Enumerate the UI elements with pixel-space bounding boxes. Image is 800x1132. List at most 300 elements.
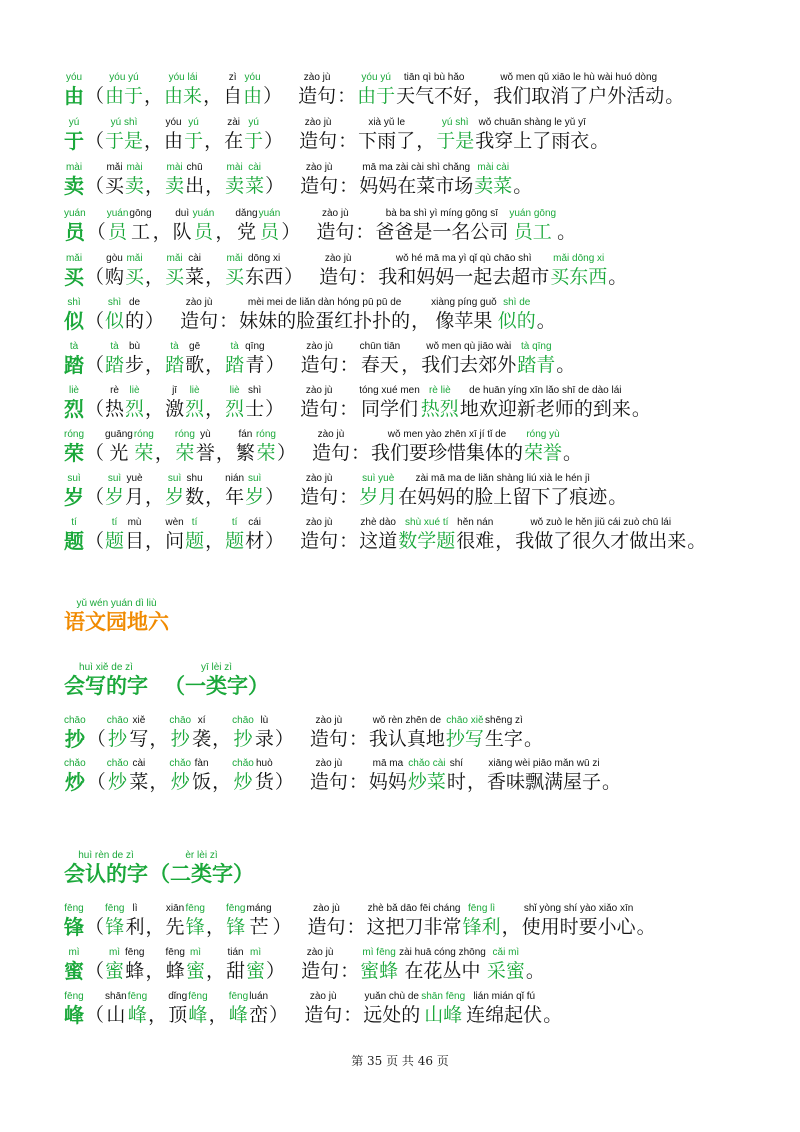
pinyin: wǒ hé mā ma yì qǐ qù chāo shì xyxy=(395,253,532,264)
hanzi: 。 xyxy=(525,960,545,982)
pinyin: mǎi xyxy=(126,253,143,264)
hanzi: 踏 xyxy=(225,354,245,376)
text-segment xyxy=(125,903,144,939)
hanzi: ） xyxy=(263,85,283,107)
text-segment xyxy=(235,208,257,244)
hanzi: 烈 xyxy=(125,398,145,420)
text-segment xyxy=(487,758,601,794)
pinyin: xiàng píng guǒ xyxy=(431,297,497,308)
pinyin: hěn nán xyxy=(457,517,494,528)
pinyin: lù xyxy=(260,715,269,726)
hanzi: 员 xyxy=(108,221,128,243)
hanzi: 队 xyxy=(172,221,192,243)
hanzi: 卖 xyxy=(125,175,145,197)
text-segment xyxy=(105,297,124,333)
hanzi: （ xyxy=(85,310,105,332)
text-segment xyxy=(180,297,218,333)
text-segment xyxy=(105,947,124,983)
hanzi: ， xyxy=(148,1004,168,1026)
text-segment xyxy=(212,758,231,794)
pinyin: róng xyxy=(174,429,195,440)
pinyin: tà xyxy=(170,341,179,352)
text-segment xyxy=(185,341,204,377)
text-segment xyxy=(149,758,168,794)
hanzi: 似 xyxy=(64,309,84,333)
text-segment xyxy=(206,947,225,983)
pinyin: máng xyxy=(246,903,272,914)
hanzi: 妹妹的脸蛋红扑扑的 xyxy=(239,310,411,332)
text-segment xyxy=(85,297,104,333)
pinyin: mèi mei de liǎn dàn hóng pū pū de xyxy=(247,297,402,308)
text-segment xyxy=(164,662,269,698)
pinyin: zào jù xyxy=(185,297,213,308)
pinyin: wǒ zuò le hěn jiǔ cái zuò chū lái xyxy=(530,517,672,528)
text-segment xyxy=(188,991,207,1027)
text-segment xyxy=(185,385,204,421)
pinyin: xiān xyxy=(165,903,185,914)
pinyin: tà qīng xyxy=(520,341,552,352)
text-segment xyxy=(347,903,366,939)
pinyin: yuán xyxy=(258,208,281,219)
hanzi: 。 xyxy=(636,916,656,938)
hanzi: 我认真地 xyxy=(368,728,445,750)
text-segment xyxy=(184,117,203,153)
text-segment xyxy=(129,758,148,794)
text-segment xyxy=(487,947,525,983)
pinyin: mì xyxy=(249,947,262,958)
hanzi: ， xyxy=(144,130,164,152)
text-segment xyxy=(349,758,368,794)
text-segment xyxy=(205,517,224,553)
pinyin: rè liè xyxy=(428,385,451,396)
hanzi: ， xyxy=(145,486,165,508)
hanzi: 抄 xyxy=(170,728,190,750)
headword xyxy=(64,473,84,509)
text-segment xyxy=(319,253,357,289)
pinyin: zào jù xyxy=(306,947,334,958)
text-segment xyxy=(168,991,187,1027)
text-segment xyxy=(308,903,346,939)
hanzi: ， xyxy=(401,354,421,376)
hanzi: ： xyxy=(339,354,359,376)
hanzi: （ xyxy=(85,442,105,464)
text-segment xyxy=(144,72,163,108)
pinyin: fán xyxy=(238,429,253,440)
text-segment xyxy=(446,715,484,751)
text-segment xyxy=(632,385,651,421)
hanzi: ） xyxy=(265,354,285,376)
hanzi: 蜂 xyxy=(165,960,185,982)
hanzi: 在 xyxy=(224,130,244,152)
hanzi: （ xyxy=(85,266,105,288)
hanzi: ， xyxy=(149,728,169,750)
text-segment xyxy=(340,947,359,983)
pinyin: suì xyxy=(67,473,81,484)
hanzi: 蜜 xyxy=(246,960,266,982)
text-segment xyxy=(411,297,430,333)
hanzi: 峰 xyxy=(188,1004,208,1026)
hanzi: ： xyxy=(338,130,358,152)
text-segment xyxy=(246,903,271,939)
hanzi: 我们取消了户外活动 xyxy=(493,85,665,107)
pinyin: shān xyxy=(105,991,127,1002)
hanzi: 员 xyxy=(64,220,85,244)
text-segment xyxy=(340,341,359,377)
hanzi: 月 xyxy=(125,486,145,508)
text-segment xyxy=(522,903,636,939)
text-segment xyxy=(148,991,167,1027)
hanzi: 峦 xyxy=(249,1004,269,1026)
hanzi: （ xyxy=(85,1004,105,1026)
pinyin: mā ma zài cài shì chǎng xyxy=(362,162,471,173)
hanzi: 热烈 xyxy=(420,398,459,420)
text-segment xyxy=(300,385,338,421)
pinyin: mǎi dōng xi xyxy=(553,253,605,264)
text-segment xyxy=(485,715,523,751)
text-segment xyxy=(226,947,245,983)
hanzi: 数学题 xyxy=(398,530,456,552)
spacer xyxy=(286,947,300,983)
text-segment xyxy=(513,162,532,198)
text-segment xyxy=(524,429,562,465)
text-segment xyxy=(87,758,106,794)
pinyin: huì xiě de zì xyxy=(79,662,133,673)
pinyin: cài xyxy=(248,162,262,173)
text-segment xyxy=(165,162,184,198)
section-title xyxy=(64,598,780,634)
hanzi: 连绵起伏 xyxy=(466,1004,543,1026)
spacer xyxy=(293,903,307,939)
pinyin: shēng zì xyxy=(485,715,523,726)
hanzi: 荣 xyxy=(256,442,276,464)
hanzi: 香味飘满屋子 xyxy=(486,771,601,793)
text-segment xyxy=(226,903,245,939)
hanzi: 爸爸是一名公司 xyxy=(375,221,509,243)
pinyin: fēng xyxy=(64,903,84,914)
pinyin: shì xyxy=(107,297,122,308)
text-segment xyxy=(245,341,264,377)
text-segment xyxy=(359,162,473,198)
hanzi: ： xyxy=(219,310,239,332)
hanzi: ， xyxy=(144,85,164,107)
hanzi: ） xyxy=(276,442,296,464)
hanzi: 菜 xyxy=(245,175,265,197)
pinyin: mài xyxy=(126,162,143,173)
hanzi: 锋 xyxy=(64,915,84,939)
pinyin: suì xyxy=(107,473,122,484)
pinyin: bà ba shì yì míng gōng sī xyxy=(385,208,499,219)
hanzi: 似 xyxy=(105,310,125,332)
hanzi: （ xyxy=(85,175,105,197)
hanzi: 荣 xyxy=(64,441,84,465)
hanzi: 年 xyxy=(225,486,245,508)
hanzi: 时 xyxy=(446,771,466,793)
pinyin: yú shì xyxy=(110,117,138,128)
text-segment xyxy=(343,991,362,1027)
pinyin: shí xyxy=(449,758,464,769)
text-segment xyxy=(125,385,144,421)
text-segment xyxy=(431,297,497,333)
text-segment xyxy=(259,208,281,244)
text-segment xyxy=(367,903,462,939)
text-segment xyxy=(359,517,397,553)
hanzi: 造句 xyxy=(309,771,348,793)
text-segment xyxy=(590,117,609,153)
hanzi: （ xyxy=(86,221,106,243)
pinyin: chǎo cài xyxy=(408,758,446,769)
hanzi: ， xyxy=(215,442,235,464)
pinyin: jī xyxy=(172,385,178,396)
hanzi: 岁月 xyxy=(359,486,398,508)
text-segment xyxy=(107,208,129,244)
headword xyxy=(64,903,84,939)
text-segment xyxy=(185,253,204,289)
section-subtitle xyxy=(64,850,780,886)
vocab-entry xyxy=(64,208,780,244)
pinyin: huì rèn de zì xyxy=(78,850,134,861)
pinyin: yóu yú xyxy=(109,72,139,83)
pinyin: qīng xyxy=(245,341,265,352)
text-segment xyxy=(463,903,501,939)
text-segment xyxy=(165,341,184,377)
text-segment xyxy=(146,947,165,983)
hanzi: ， xyxy=(149,771,169,793)
vocab-entry xyxy=(64,429,780,465)
hanzi: 踏 xyxy=(64,353,84,377)
hanzi: 。 xyxy=(536,310,556,332)
hanzi: 峰 xyxy=(64,1003,84,1027)
text-segment xyxy=(192,758,211,794)
vocab-entry xyxy=(64,385,780,421)
pinyin: shu xyxy=(186,473,203,484)
text-segment xyxy=(186,903,205,939)
pinyin: de huān yíng xīn lǎo shī de dào lái xyxy=(469,385,622,396)
hanzi: 题 xyxy=(225,530,245,552)
pinyin: shì xyxy=(67,297,81,308)
hanzi: 。 xyxy=(590,130,610,152)
hanzi: （一类字） xyxy=(164,673,269,698)
text-segment xyxy=(339,162,358,198)
hanzi: 踏 xyxy=(105,354,125,376)
headword xyxy=(64,208,86,244)
hanzi: 像苹果 xyxy=(435,310,493,332)
hanzi: ， xyxy=(411,310,431,332)
text-segment xyxy=(225,253,244,289)
text-segment xyxy=(447,758,466,794)
pinyin: fēng xyxy=(127,991,148,1002)
text-segment xyxy=(398,517,455,553)
hanzi: ， xyxy=(145,960,165,982)
hanzi: ， xyxy=(203,85,223,107)
spacer xyxy=(289,991,303,1027)
hanzi: 目 xyxy=(125,530,145,552)
hanzi: ， xyxy=(206,960,226,982)
hanzi: ， xyxy=(215,221,235,243)
hanzi: 。 xyxy=(631,398,651,420)
pinyin: mài xyxy=(226,162,243,173)
text-segment xyxy=(509,208,556,244)
hanzi: ： xyxy=(348,728,368,750)
text-segment xyxy=(205,253,224,289)
text-segment xyxy=(301,341,339,377)
text-segment xyxy=(85,72,104,108)
pinyin: zào jù xyxy=(315,715,343,726)
text-segment xyxy=(193,208,215,244)
text-segment xyxy=(337,72,356,108)
hanzi: 卖 xyxy=(64,174,84,198)
pinyin: zào jù xyxy=(317,429,345,440)
hanzi: ） xyxy=(274,728,294,750)
hanzi: ， xyxy=(205,530,225,552)
hanzi: ： xyxy=(337,85,357,107)
text-segment xyxy=(155,429,174,465)
pinyin: yuǎn chù de xyxy=(364,991,419,1002)
hanzi: 蜜 xyxy=(105,960,125,982)
text-segment xyxy=(244,117,263,153)
hanzi: ） xyxy=(266,960,286,982)
text-segment xyxy=(398,473,607,509)
text-segment xyxy=(316,208,354,244)
hanzi: ： xyxy=(339,398,359,420)
text-segment xyxy=(517,341,555,377)
hanzi: 热 xyxy=(105,398,125,420)
text-segment xyxy=(358,253,377,289)
text-segment xyxy=(205,341,224,377)
hanzi: 步 xyxy=(125,354,145,376)
hanzi: 烈 xyxy=(64,397,84,421)
pinyin: duì xyxy=(175,208,190,219)
pinyin: gòu xyxy=(106,253,123,264)
text-segment xyxy=(224,117,243,153)
pinyin: róng xyxy=(133,429,154,440)
text-segment xyxy=(360,947,398,983)
hanzi: 踏青 xyxy=(517,354,556,376)
hanzi: 题 xyxy=(64,529,84,553)
spacer xyxy=(285,517,299,553)
hanzi: 抄 xyxy=(108,728,128,750)
hanzi: ） xyxy=(281,221,301,243)
hanzi: 材 xyxy=(245,530,265,552)
text-segment xyxy=(105,253,124,289)
pinyin: yuè xyxy=(126,473,143,484)
pinyin: guāng xyxy=(105,429,133,440)
pinyin: xià yǔ le xyxy=(368,117,406,128)
hanzi: 由来 xyxy=(164,85,203,107)
text-segment xyxy=(421,385,459,421)
pinyin: shān fēng xyxy=(421,991,466,1002)
text-segment xyxy=(277,429,296,465)
pinyin: shù xué tí xyxy=(405,517,449,528)
hanzi: 岁 xyxy=(64,485,84,509)
text-segment xyxy=(166,903,185,939)
pinyin: shǐ yòng shí yào xiǎo xīn xyxy=(523,903,634,914)
text-segment xyxy=(87,715,106,751)
hanzi: 蜜 xyxy=(185,960,205,982)
text-segment xyxy=(249,991,268,1027)
hanzi: 会认的字 xyxy=(64,861,148,886)
text-segment xyxy=(421,341,516,377)
hanzi: 。 xyxy=(608,266,628,288)
headword xyxy=(64,72,84,108)
spacer xyxy=(285,162,299,198)
pinyin: tà xyxy=(69,341,79,352)
hanzi: 抄 xyxy=(64,727,85,751)
pinyin: mì xyxy=(189,947,202,958)
headword xyxy=(64,253,84,289)
text-segment xyxy=(164,117,183,153)
hanzi: 购 xyxy=(105,266,125,288)
hanzi: 货 xyxy=(254,771,274,793)
text-segment xyxy=(556,341,575,377)
pinyin: fàn xyxy=(194,758,209,769)
pinyin: yuán xyxy=(64,208,86,219)
text-segment xyxy=(284,253,303,289)
hanzi: ： xyxy=(339,530,359,552)
vocab-entry xyxy=(64,253,780,289)
hanzi: 造句 xyxy=(300,530,339,552)
hanzi: 我们要珍惜集体的 xyxy=(371,442,524,464)
page-footer: 第 35 页 共 46 页 xyxy=(351,1054,449,1068)
vocab-entry xyxy=(64,341,780,377)
hanzi: 于是 xyxy=(105,130,144,152)
hanzi: （ xyxy=(86,771,106,793)
text-segment xyxy=(165,385,184,421)
text-segment xyxy=(164,72,202,108)
text-segment xyxy=(474,162,512,198)
text-segment xyxy=(245,162,264,198)
text-segment xyxy=(357,72,395,108)
pinyin: shì de xyxy=(503,297,531,308)
hanzi: 烈 xyxy=(225,398,245,420)
text-segment xyxy=(205,385,224,421)
spacer xyxy=(285,473,299,509)
hanzi: 造句 xyxy=(298,85,337,107)
text-segment xyxy=(145,385,164,421)
text-segment xyxy=(107,758,129,794)
text-segment xyxy=(266,947,285,983)
hanzi: 光 xyxy=(109,442,129,464)
text-segment xyxy=(475,117,589,153)
text-segment xyxy=(165,253,184,289)
hanzi: ， xyxy=(204,130,224,152)
pinyin: fēng xyxy=(226,903,246,914)
text-segment xyxy=(265,385,284,421)
hanzi: 造句 xyxy=(301,960,340,982)
pinyin: dǎng xyxy=(235,208,258,219)
hanzi: 生字 xyxy=(484,728,523,750)
hanzi: 妈妈 xyxy=(368,771,407,793)
hanzi: 繁 xyxy=(235,442,255,464)
text-segment xyxy=(165,517,184,553)
hanzi: ） xyxy=(145,310,165,332)
hanzi: （ xyxy=(85,916,105,938)
text-segment xyxy=(107,715,129,751)
pinyin: róng xyxy=(255,429,276,440)
hanzi: 会写的字 xyxy=(64,673,148,698)
hanzi: 蜜 xyxy=(64,959,84,983)
hanzi: 。 xyxy=(557,221,577,243)
hanzi: 造句 xyxy=(300,486,339,508)
pinyin: cǎi mì xyxy=(492,947,520,958)
hanzi: ） xyxy=(265,486,285,508)
text-segment xyxy=(209,991,228,1027)
text-segment xyxy=(608,253,627,289)
pinyin: zài huā cóng zhōng xyxy=(399,947,486,958)
hanzi: 菜 xyxy=(129,771,149,793)
pinyin: yóu xyxy=(65,72,83,83)
text-segment xyxy=(85,947,104,983)
pinyin: tí xyxy=(111,517,118,528)
